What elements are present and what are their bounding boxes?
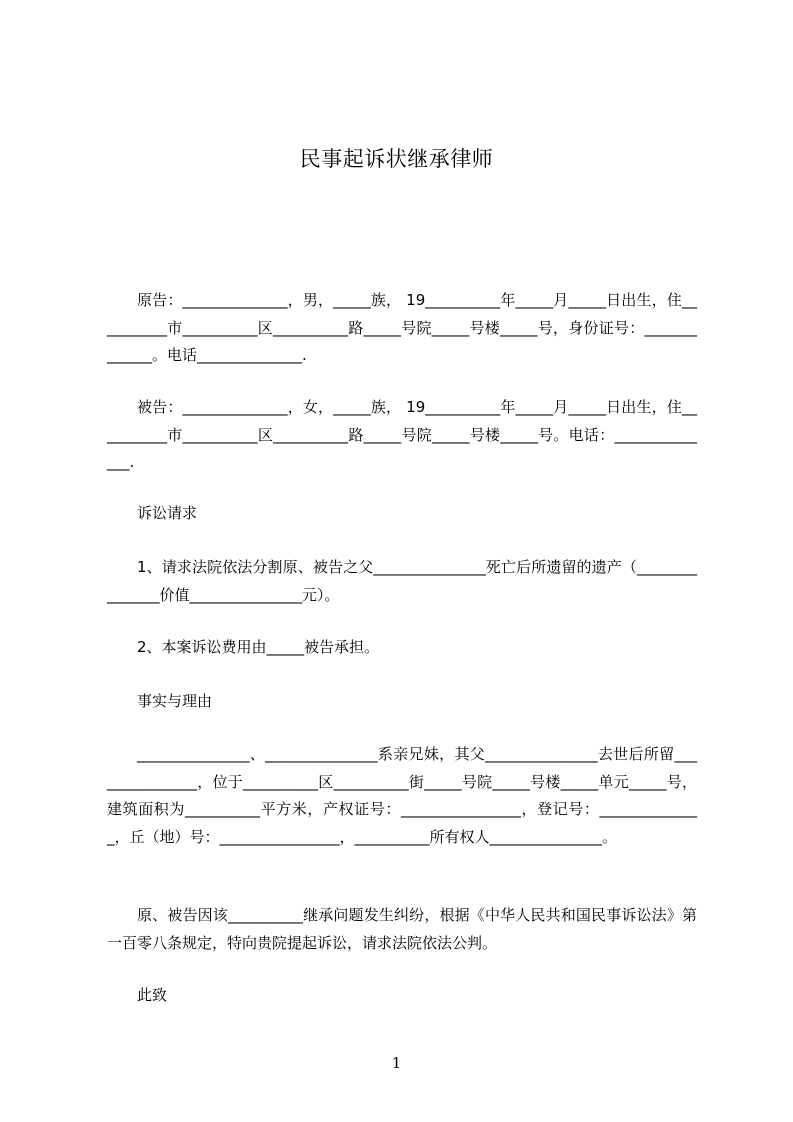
closing-text: 此致 [137,986,168,1004]
dispute-paragraph: 原、被告因该__________继承问题发生纠纷，根据《中华人民共和国民事诉讼法》第一百零八条规定，特向贵院提起诉讼，请求法院依法公判。 [107,906,697,952]
defendant-paragraph: 被告：______________，女，_____族， 19__________年_____月_____日出生，住__________市__________区__________路_____号院_____号楼_____号。电话：______________. [107,398,697,471]
facts-paragraph: _______________、_______________系亲兄妹，其父_______________去世后所留_______________，位于__________区__________街_____号院_____号楼_____单元_____号，建筑面积为__________平方米，产权证号：________________，登记号：______________，丘（地）号：________________，__________所有权人_______________。 [107,745,697,846]
page-number: 1 [391,1054,402,1072]
facts-heading: 事实与理由 [137,692,213,710]
document-title: 民事起诉状继承律师 [299,147,494,171]
claims-heading: 诉讼请求 [137,504,198,522]
plaintiff-paragraph: 原告：______________，男，_____族， 19__________年_____月_____日出生，住__________市__________区__________路_____号院_____号楼_____号，身份证号：_____________。电话______________. [107,291,697,364]
claim-2-paragraph: 2、本案诉讼费用由_____被告承担。 [137,638,380,656]
claim-1-paragraph: 1、请求法院依法分割原、被告之父_______________死亡后所遗留的遗产（_______________价值_______________元）。 [107,558,697,604]
